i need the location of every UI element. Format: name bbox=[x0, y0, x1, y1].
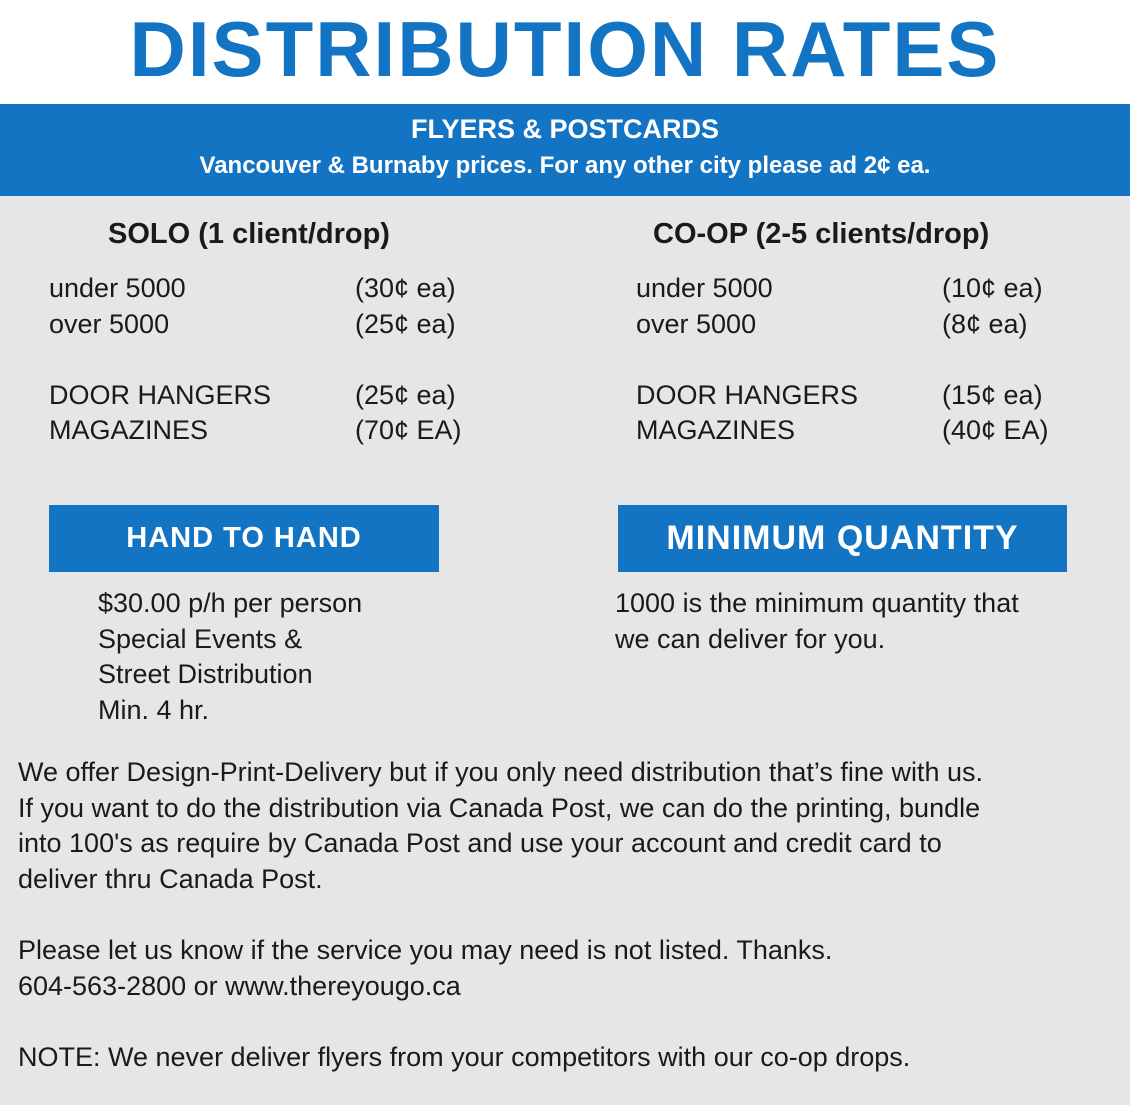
note-line: NOTE: We never deliver flyers from your competitors with our co-op drops. bbox=[18, 1042, 911, 1072]
solo-row-label: under 5000 bbox=[49, 273, 186, 303]
banner-subtitle: Vancouver & Burnaby prices. For any other city please ad 2¢ ea. bbox=[199, 152, 931, 179]
solo-row-price: (30¢ ea) bbox=[355, 273, 456, 303]
solo-row-label: over 5000 bbox=[49, 309, 170, 339]
page-title: DISTRIBUTION RATES bbox=[129, 5, 1001, 93]
hand-to-hand-line: Min. 4 hr. bbox=[98, 695, 210, 725]
body-line: into 100's as require by Canada Post and use your account and credit card to bbox=[18, 828, 942, 858]
body-line: If you want to do the distribution via Canada Post, we can do the printing, bundle bbox=[18, 793, 981, 823]
coop-heading: CO-OP (2-5 clients/drop) bbox=[653, 218, 990, 250]
coop-row-price: (8¢ ea) bbox=[942, 309, 1028, 339]
solo-row-price: (25¢ ea) bbox=[355, 380, 456, 410]
solo-row-label: MAGAZINES bbox=[49, 415, 209, 445]
hand-to-hand-line: Special Events & bbox=[98, 624, 303, 654]
banner-title: FLYERS & POSTCARDS bbox=[410, 114, 720, 144]
body-line: Please let us know if the service you may need is not listed. Thanks. bbox=[18, 935, 833, 965]
hand-to-hand-box: HAND TO HAND bbox=[49, 505, 439, 572]
contact-line: 604-563-2800 or www.thereyougo.ca bbox=[18, 971, 461, 1001]
solo-row-price: (25¢ ea) bbox=[355, 309, 456, 339]
coop-row-label: DOOR HANGERS bbox=[636, 380, 859, 410]
coop-row-price: (40¢ EA) bbox=[942, 415, 1049, 445]
coop-row-price: (15¢ ea) bbox=[942, 380, 1043, 410]
body-line: We offer Design-Print-Delivery but if you only need distribution that’s fine with us. bbox=[18, 757, 983, 787]
coop-row-label: MAGAZINES bbox=[636, 415, 796, 445]
coop-row-label: under 5000 bbox=[636, 273, 773, 303]
solo-heading: SOLO (1 client/drop) bbox=[108, 218, 390, 250]
solo-row-price: (70¢ EA) bbox=[355, 415, 462, 445]
flyers-banner bbox=[0, 104, 1130, 196]
minimum-quantity-line: we can deliver for you. bbox=[615, 624, 886, 654]
coop-row-label: over 5000 bbox=[636, 309, 757, 339]
coop-row-price: (10¢ ea) bbox=[942, 273, 1043, 303]
hand-to-hand-line: Street Distribution bbox=[98, 659, 313, 689]
minimum-quantity-box: MINIMUM QUANTITY bbox=[618, 505, 1067, 572]
solo-row-label: DOOR HANGERS bbox=[49, 380, 272, 410]
hand-to-hand-line: $30.00 p/h per person bbox=[98, 588, 363, 618]
body-line: deliver thru Canada Post. bbox=[18, 864, 323, 894]
minimum-quantity-line: 1000 is the minimum quantity that bbox=[615, 588, 1019, 618]
